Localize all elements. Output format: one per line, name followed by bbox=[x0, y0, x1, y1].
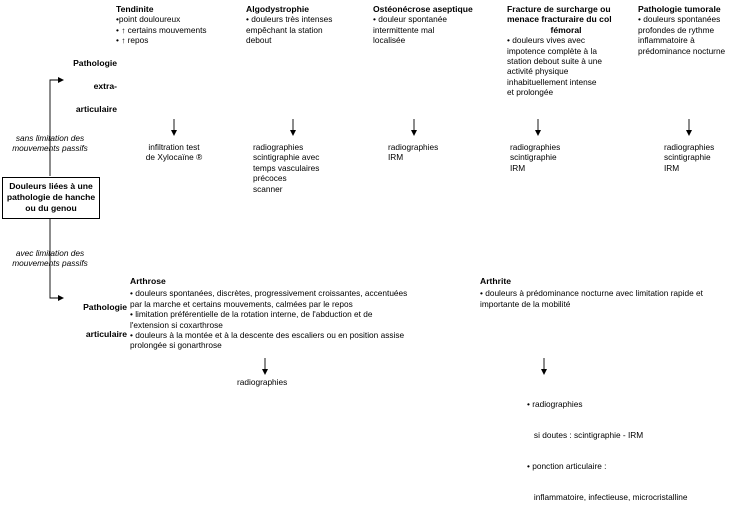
lower-condition: avec limitation des mouvements passifs bbox=[12, 248, 88, 269]
tendinite-title: Tendinite bbox=[116, 4, 154, 14]
fracture-title: Fracture de surcharge ou menace fracturaire du col fémoral bbox=[507, 4, 612, 35]
arthrose-title: Arthrose bbox=[130, 276, 166, 286]
osteonecrose-title: Ostéonécrose aseptique bbox=[373, 4, 473, 14]
central-box-line: pathologie de hanche bbox=[6, 192, 96, 202]
arthrite-exams: • radiographies si doutes : scintigraphie - IRM • ponction articulaire : inflammatoire, infectieuse, microcristalline bbox=[527, 398, 688, 503]
osteonecrose-block: Ostéonécrose aseptique • douleur spontanée intermittente mal localisée bbox=[373, 4, 503, 46]
tumorale-block: Pathologie tumorale • douleurs spontanées profondes de rythme inflammatoire à prédominance nocturne bbox=[638, 4, 738, 56]
upper-branch-arrow bbox=[50, 80, 63, 176]
articular-label: Pathologie articulaire bbox=[83, 302, 127, 339]
tendinite-exams: infiltration test de Xylocaïne ® bbox=[145, 142, 203, 163]
algodystrophie-block: Algodystrophie • douleurs très intenses empêchant la station debout bbox=[246, 4, 361, 46]
upper-condition: sans limitation des mouvements passifs bbox=[12, 133, 88, 154]
central-box-line: ou du genou bbox=[25, 203, 77, 213]
arthrose-block: Arthrose • douleurs spontanées, discrètes, progressivement croissantes, accentuées par la marche et certains mouvements, calmées par le repos • limitation préférentielle de la rotation interne, de l'abduction et de l'extension si coxarthrose • douleurs à la montée et à la descente des escaliers ou en position assise prolongée si gonarthrose bbox=[130, 276, 470, 351]
tumorale-exams: radiographies scintigraphie IRM bbox=[664, 142, 715, 173]
algodystrophie-title: Algodystrophie bbox=[246, 4, 310, 14]
fracture-block: Fracture de surcharge ou menace fracturaire du col fémoral • douleurs vives avec impotence complète à la station debout suite à une activité physique inhabituellement intense et prolongée bbox=[507, 4, 635, 98]
extra-articular-label: Pathologie extra- articulaire bbox=[73, 58, 117, 114]
fracture-exams: radiographies scintigraphie IRM bbox=[510, 142, 561, 173]
algodystrophie-exams: radiographies scintigraphie avec temps vasculaires précoces scanner bbox=[253, 142, 320, 194]
arthrose-exams: radiographies bbox=[237, 377, 288, 387]
central-box-line: Douleurs liées à une bbox=[9, 181, 93, 191]
tumorale-title: Pathologie tumorale bbox=[638, 4, 721, 14]
arthrite-title: Arthrite bbox=[480, 276, 512, 286]
osteonecrose-exams: radiographies IRM bbox=[388, 142, 439, 163]
central-box bbox=[2, 177, 100, 219]
tendinite-block: Tendinite •point douloureux • ↑ certains mouvements • ↑ repos bbox=[116, 4, 231, 46]
arthrite-block: Arthrite • douleurs à prédominance nocturne avec limitation rapide et importante de la mobilité bbox=[480, 276, 735, 309]
